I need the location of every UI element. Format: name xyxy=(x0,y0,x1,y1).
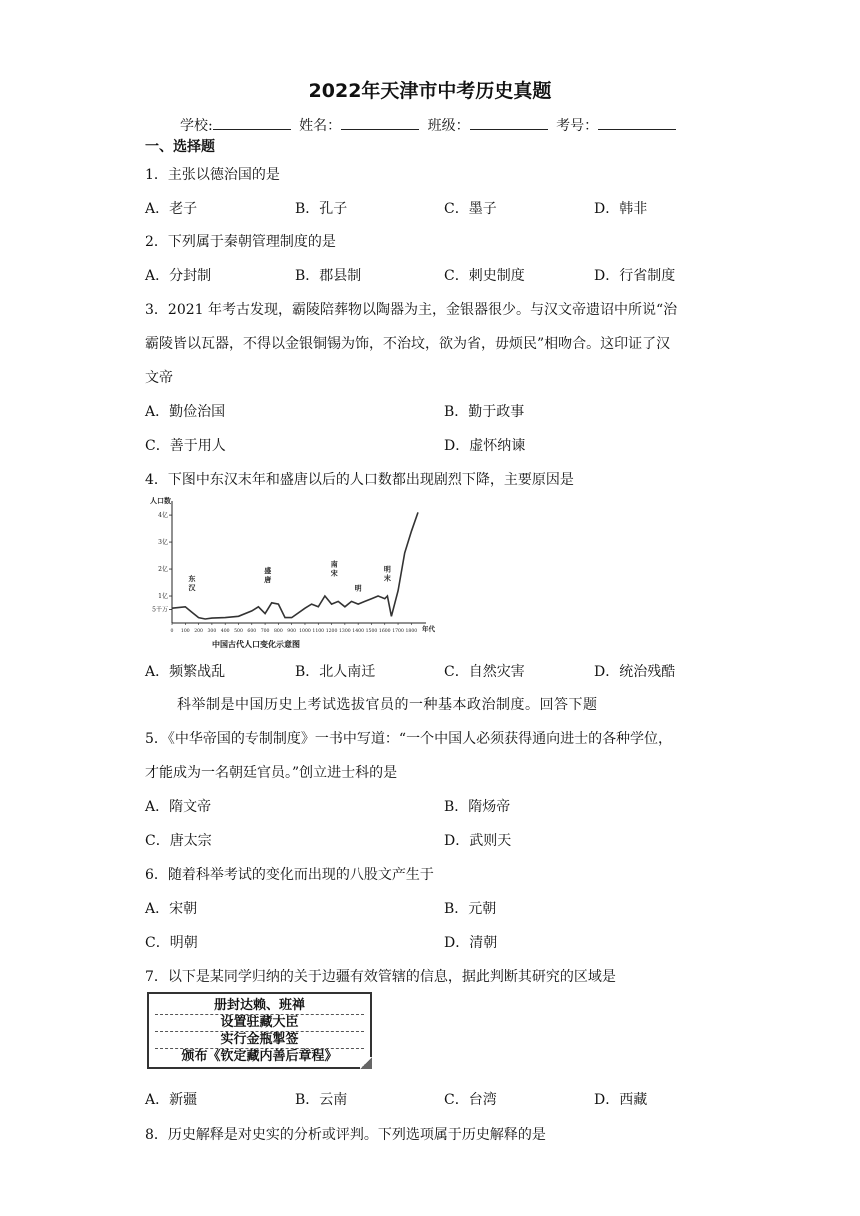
x-tick-label: 200 xyxy=(194,629,203,634)
box-line-1: 册封达赖、班禅 xyxy=(155,997,364,1015)
question-6-stem: 6．随着科举考试的变化而出现的八股文产生于 xyxy=(145,867,434,883)
q2-option-d[interactable]: D．行省制度 xyxy=(594,268,676,284)
q7-option-b[interactable]: B．云南 xyxy=(295,1092,348,1108)
school-label: 学校: xyxy=(180,118,213,134)
y-tick-label: 4亿 xyxy=(158,512,168,520)
page-title: 2022年天津市中考历史真题 xyxy=(308,80,552,102)
exam-no-label: 考号： xyxy=(556,118,599,134)
x-axis-label: 年代 xyxy=(422,625,435,633)
q6-option-a[interactable]: A．宋朝 xyxy=(145,901,198,917)
annotation-5: 明末 xyxy=(383,564,391,583)
q3-option-c[interactable]: C．善于用人 xyxy=(145,438,226,454)
x-tick-label: 400 xyxy=(220,629,230,634)
q4-option-d[interactable]: D．统治残酷 xyxy=(594,664,676,680)
q1-option-d[interactable]: D．韩非 xyxy=(594,201,648,217)
x-tick-label: 700 xyxy=(260,629,270,634)
x-tick-label: 1200 xyxy=(325,629,338,634)
box-line-3: 实行金瓶掣签 xyxy=(155,1031,364,1049)
class-label: 班级： xyxy=(427,118,470,134)
keju-context-note: 科举制是中国历史上考试选拔官员的一种基本政治制度。回答下题 xyxy=(177,697,598,713)
x-tick-label: 1600 xyxy=(378,629,391,634)
x-tick-label: 1700 xyxy=(392,629,404,634)
section-heading: 一、选择题 xyxy=(145,139,215,155)
q3-option-a[interactable]: A．勤俭治国 xyxy=(145,404,226,420)
q7-option-c[interactable]: C．台湾 xyxy=(444,1092,497,1108)
q4-option-c[interactable]: C．自然灾害 xyxy=(444,664,525,680)
question-3-stem-line-1: 3．2021 年考古发现，霸陵陪葬物以陶器为主，金银器很少。与汉文帝遗诏中所说“治 xyxy=(145,302,678,318)
q2-option-a[interactable]: A．分封制 xyxy=(145,268,212,284)
chart-title: 中国古代人口变化示意图 xyxy=(212,640,300,649)
x-tick-label: 1100 xyxy=(312,629,325,634)
y-tick-label: 5千万 xyxy=(152,606,168,614)
x-tick-label: 1300 xyxy=(339,629,351,634)
y-tick-label: 2亿 xyxy=(158,566,168,574)
question-8-stem: 8．历史解释是对史实的分析或评判。下列选项属于历史解释的是 xyxy=(145,1127,546,1143)
q7-option-d[interactable]: D．西藏 xyxy=(594,1092,648,1108)
page-curl-decoration xyxy=(360,1057,372,1069)
x-tick-label: 1800 xyxy=(405,629,418,634)
annotation-3: 南宋 xyxy=(330,559,338,578)
name-label: 姓名： xyxy=(299,118,342,134)
q6-option-b[interactable]: B．元朝 xyxy=(444,901,497,917)
x-tick-label: 1500 xyxy=(365,629,378,634)
x-tick-label: 800 xyxy=(273,629,283,634)
class-blank[interactable] xyxy=(470,116,548,130)
x-tick-label: 600 xyxy=(247,629,257,634)
q7-option-a[interactable]: A．新疆 xyxy=(145,1092,198,1108)
q4-option-b[interactable]: B．北人南迁 xyxy=(295,664,376,680)
q5-option-a[interactable]: A．隋文帝 xyxy=(145,799,212,815)
q3-option-b[interactable]: B．勤于政事 xyxy=(444,404,525,420)
q5-option-b[interactable]: B．隋炀帝 xyxy=(444,799,511,815)
question-1-stem: 1．主张以德治国的是 xyxy=(145,167,280,183)
name-blank[interactable] xyxy=(341,116,419,130)
question-2-stem: 2．下列属于秦朝管理制度的是 xyxy=(145,234,336,250)
population-series-line xyxy=(172,512,418,619)
q6-option-c[interactable]: C．明朝 xyxy=(145,935,198,951)
q1-option-c[interactable]: C．墨子 xyxy=(444,201,497,217)
q3-option-d[interactable]: D．虚怀纳谏 xyxy=(444,438,526,454)
q2-option-c[interactable]: C．刺史制度 xyxy=(444,268,525,284)
q2-option-b[interactable]: B．郡县制 xyxy=(295,268,362,284)
question-4-stem: 4．下图中东汉末年和盛唐以后的人口数都出现剧烈下降，主要原因是 xyxy=(145,472,574,488)
population-chart xyxy=(146,493,441,653)
student-info-line xyxy=(180,115,680,135)
x-tick-label: 500 xyxy=(234,629,243,634)
annotation-2: 盛唐 xyxy=(264,566,272,585)
q5-option-d[interactable]: D．武则天 xyxy=(444,833,512,849)
school-blank[interactable] xyxy=(213,116,291,130)
annotation-1: 东汉 xyxy=(188,574,196,593)
x-tick-label: 300 xyxy=(207,629,217,634)
question-7-stem: 7．以下是某同学归纳的关于边疆有效管辖的信息，据此判断其研究的区域是 xyxy=(145,969,616,985)
box-line-2: 设置驻藏大臣 xyxy=(155,1014,364,1032)
annotation-4: 明 xyxy=(354,583,362,593)
tibet-info-box xyxy=(147,992,372,1069)
question-3-stem-line-2: 霸陵皆以瓦器，不得以金银铜锡为饰，不治坟，欲为省，毋烦民”相吻合。这印证了汉 xyxy=(145,336,671,352)
x-tick-label: 1400 xyxy=(352,629,365,634)
q4-option-a[interactable]: A．频繁战乱 xyxy=(145,664,226,680)
q1-option-a[interactable]: A．老子 xyxy=(145,201,198,217)
x-tick-label: 900 xyxy=(287,629,297,634)
y-axis-label: 人口数 xyxy=(150,496,171,505)
y-tick-label: 3亿 xyxy=(158,539,168,547)
q6-option-d[interactable]: D．清朝 xyxy=(444,935,498,951)
q5-option-c[interactable]: C．唐太宗 xyxy=(145,833,212,849)
question-5-stem-line-1: 5．《中华帝国的专制制度》一书中写道：“一个中国人必须获得通向进士的各种学位， xyxy=(145,731,673,747)
x-tick-label: 1000 xyxy=(299,629,311,634)
x-tick-label: 100 xyxy=(180,629,190,634)
box-line-4: 颁布《钦定藏内善后章程》 xyxy=(181,1049,338,1064)
x-tick-label: 0 xyxy=(170,629,174,634)
question-3-stem-line-3: 文帝 xyxy=(145,370,173,386)
q1-option-b[interactable]: B．孔子 xyxy=(295,201,348,217)
exam-no-blank[interactable] xyxy=(598,116,676,130)
y-tick-label: 1亿 xyxy=(158,593,168,601)
question-5-stem-line-2: 才能成为一名朝廷官员。”创立进士科的是 xyxy=(145,765,398,781)
